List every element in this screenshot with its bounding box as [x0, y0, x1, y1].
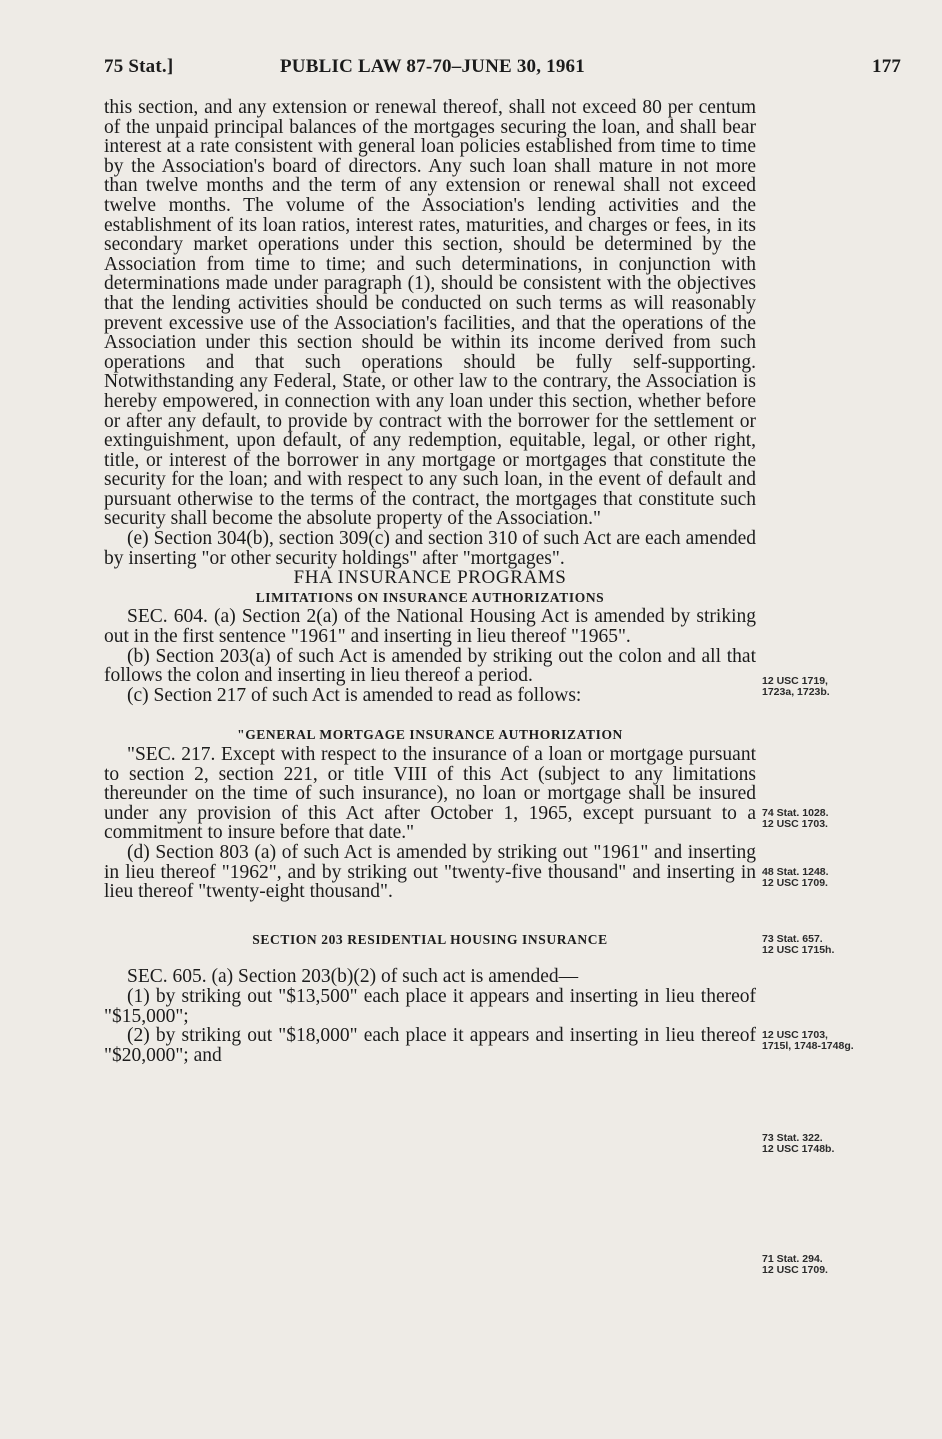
running-header-title: PUBLIC LAW 87-70–JUNE 30, 1961	[280, 56, 585, 77]
margin-citation: 12 USC 1703, 1715l, 1748-1748g.	[762, 1029, 854, 1052]
paragraph-sec-604-d: (d) Section 803 (a) of such Act is amended by striking out "1961" and inserting in lieu thereof "1962", and by striking out "twenty-five thousand" and inserting in lieu thereof "twenty-eight thousand".	[104, 841, 756, 903]
margin-citation: 73 Stat. 657. 12 USC 1715h.	[762, 933, 835, 956]
paragraph-continuation: this section, and any extension or renewal thereof, shall not exceed 80 per centum of the unpaid principal balances of the mortgages securing the loan, and shall bear interest at a rate consistent with general loan policies established from time to time by the Association's board of directors. Any such loan shall mature in not more than twelve months and the term of any extension or renewal shall not exceed twelve months. The volume of the Association's lending activities and the establishment of its loan ratios, interest rates, maturities, and charges or fees, in its secondary market operations under this section, should be determined by the Association from time to time; and such determinations, in conjunction with determinations made under paragraph (1), should be consistent with the objectives that the lending activities should be conducted on such terms as will reasonably prevent excessive use of the Association's facilities, and that the operations of the Association under this section should be within its income derived from such operations and that such operations should be fully self-supporting. Notwithstanding any Federal, State, or other law to the contrary, the Association is hereby empowered, in connection with any loan under this section, whether before or after any default, to provide by contract with the borrower for the settlement or extinguishment, upon default, of any redemption, equitable, legal, or other right, title, or interest of the borrower in any mortgage or mortgages that constitute the security for the loan; and with respect to any such loan, in the event of default and pursuant otherwise to the terms of the contract, the mortgages that constitute such security shall become the absolute property of the Association."	[104, 97, 756, 530]
margin-citation: 48 Stat. 1248. 12 USC 1709.	[762, 866, 829, 889]
volume-reference: 75 Stat.]	[104, 56, 174, 77]
paragraph-sec-604-a: SEC. 604. (a) Section 2(a) of the National Housing Act is amended by striking out in the first sentence "1961" and inserting in lieu thereof "1965".	[104, 606, 756, 648]
paragraph-sec-604-b: (b) Section 203(a) of such Act is amended by striking out the colon and all that follows the colon and inserting in lieu thereof a period.	[104, 645, 756, 687]
margin-citation: 71 Stat. 294. 12 USC 1709.	[762, 1253, 828, 1276]
paragraph-sec-217: "SEC. 217. Except with respect to the insurance of a loan or mortgage pursuant to section 2, section 221, or title VIII of this Act (subject to any limitations thereunder on the time of such insurance), no loan or mortgage shall be insured under any provision of this Act after October 1, 1965, except pursuant to a commitment to insure before that date."	[104, 744, 756, 844]
paragraph-sec-605-a-2: (2) by striking out "$18,000" each place it appears and inserting in lieu thereof "$20,000"; and	[104, 1025, 756, 1066]
heading-fha-insurance-programs: FHA INSURANCE PROGRAMS	[293, 567, 567, 589]
heading-general-mortgage: "GENERAL MORTGAGE INSURANCE AUTHORIZATION	[237, 727, 623, 743]
paragraph-sec-605-a-1: (1) by striking out "$13,500" each place it appears and inserting in lieu thereof "$15,000";	[104, 985, 756, 1027]
margin-citation: 73 Stat. 322. 12 USC 1748b.	[762, 1132, 835, 1155]
margin-citation: 74 Stat. 1028. 12 USC 1703.	[762, 807, 829, 830]
margin-citation: 12 USC 1719, 1723a, 1723b.	[762, 675, 830, 698]
page-number: 177	[872, 56, 902, 77]
paragraph-subsection-e: (e) Section 304(b), section 309(c) and section 310 of such Act are each amended by inserting "or other security holdings" after "mortgages".	[104, 528, 756, 569]
paragraph-sec-605-a: SEC. 605. (a) Section 203(b)(2) of such act is amended—	[127, 966, 579, 988]
paragraph-sec-604-c: (c) Section 217 of such Act is amended to read as follows:	[127, 684, 582, 706]
body-text	[104, 98, 756, 1065]
heading-section-203: SECTION 203 RESIDENTIAL HOUSING INSURANCE	[252, 931, 608, 947]
heading-limitations: LIMITATIONS ON INSURANCE AUTHORIZATIONS	[255, 589, 605, 605]
